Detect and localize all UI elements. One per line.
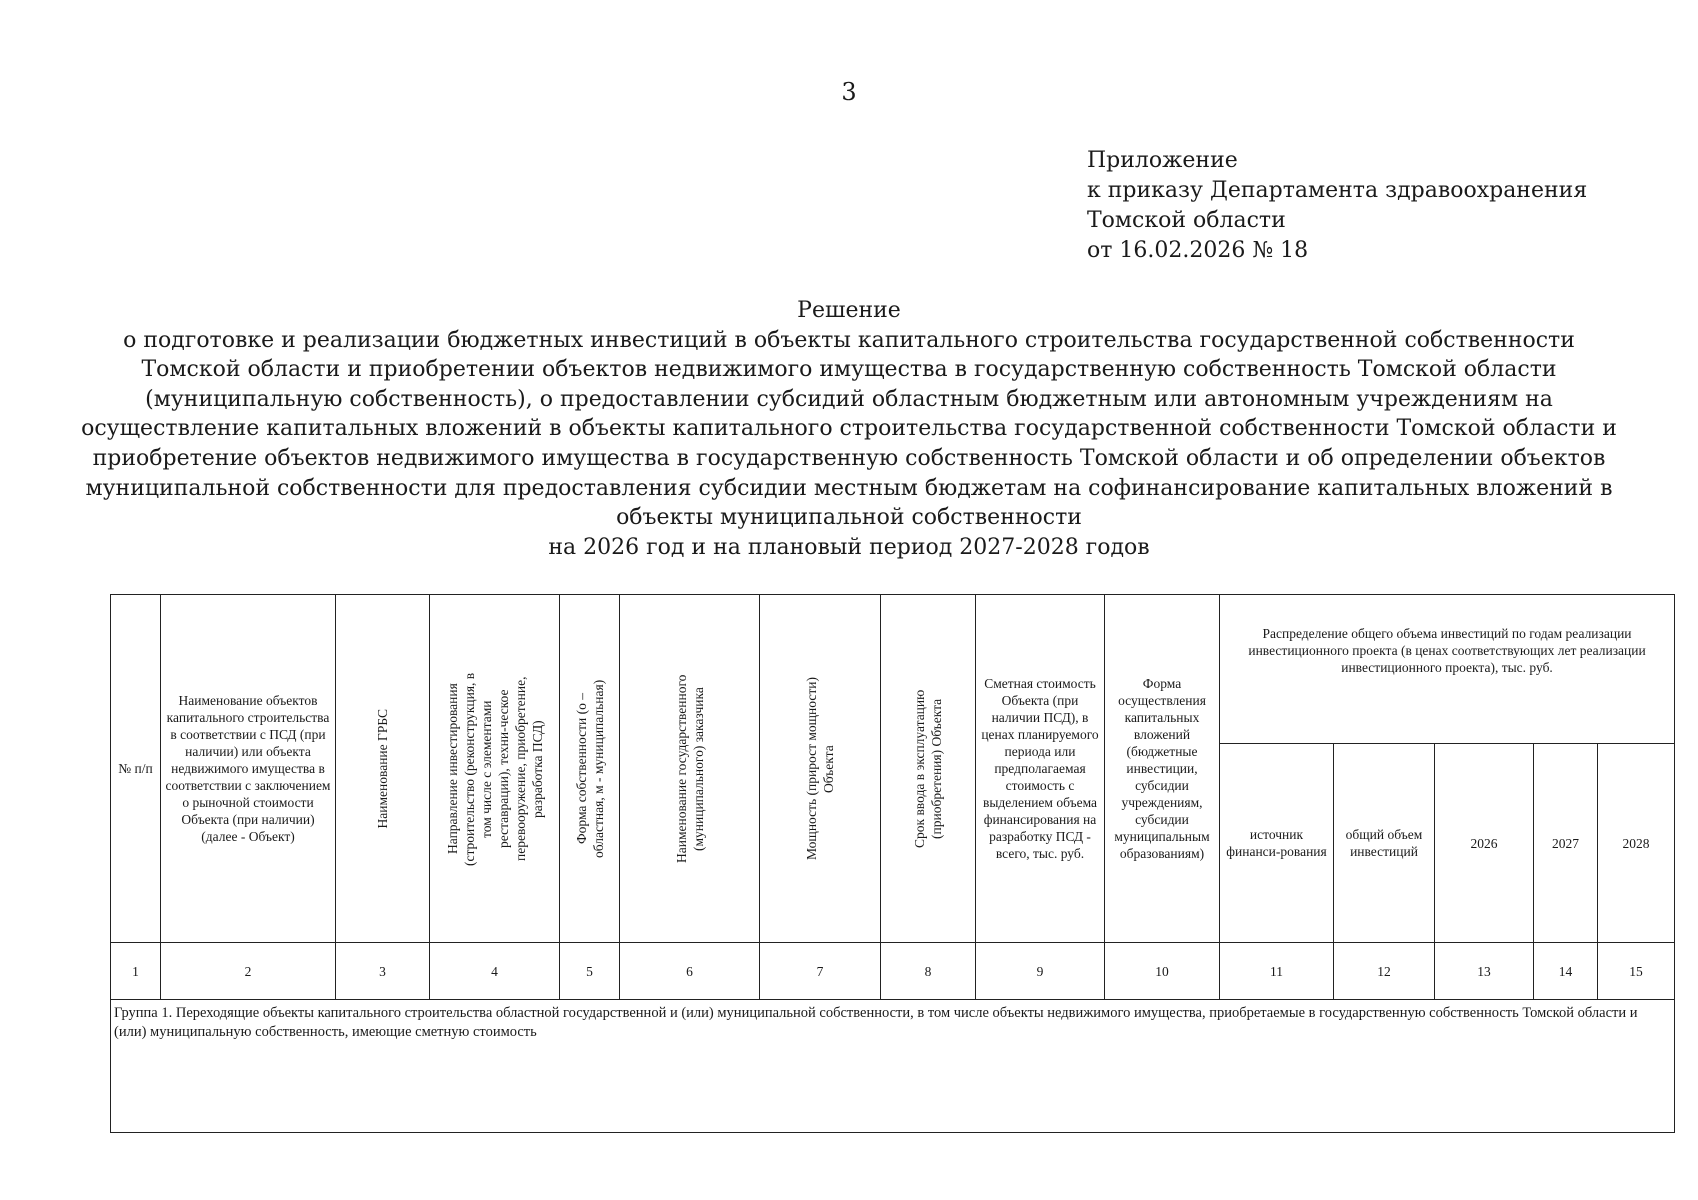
column-number: 11	[1220, 943, 1334, 1000]
column-number: 1	[111, 943, 161, 1000]
header-investment-direction-text: Направление инвестирования (строительство (реконструкция, в том числе с элементами реставрации), техни-ческое перевооружение, приобретение, разработка ПСД)	[444, 671, 545, 866]
appendix-date-line: от 16.02.2026 № 18	[1087, 238, 1309, 263]
header-capacity	[760, 595, 881, 943]
column-number: 3	[336, 943, 430, 1000]
column-number: 6	[620, 943, 760, 1000]
header-ownership-form-text: Форма собственности (о – областная, м - муниципальная)	[573, 679, 606, 858]
header-year-2028: 2028	[1598, 744, 1675, 943]
title-line: (муниципальную собственность), о предоставлении субсидий областным бюджетным или автономным учреждениям на	[145, 386, 1553, 412]
group-row	[111, 1000, 1675, 1133]
title-line: приобретение объектов недвижимого имущества в государственную собственность Томской области и об определении объектов	[92, 445, 1606, 471]
page-number: 3	[841, 78, 857, 106]
column-number: 13	[1435, 943, 1534, 1000]
header-object-name: Наименование объектов капитального строительства в соответствии с ПСД (при наличии) или объекта недвижимого имущества в соответствии с заключением о рыночной стоимости Объекта (при наличии) (далее - Объект)	[161, 595, 336, 943]
header-customer-text: Наименование государственного (муниципального) заказчика	[673, 674, 706, 863]
header-grbs	[336, 595, 430, 943]
column-number: 12	[1334, 943, 1435, 1000]
column-number: 14	[1534, 943, 1598, 1000]
column-number: 9	[976, 943, 1105, 1000]
column-number: 5	[560, 943, 620, 1000]
header-commissioning-date	[881, 595, 976, 943]
title-line: Томской области и приобретении объектов недвижимого имущества в государственную собственность Томской области	[141, 357, 1557, 383]
header-commissioning-date-text: Срок ввода в эксплуатацию (приобретения) Объекта	[912, 689, 944, 848]
header-estimated-cost: Сметная стоимость Объекта (при наличии ПСД), в ценах планируемого периода или предполагаемая стоимость с выделением объема финансирования на разработку ПСД - всего, тыс. руб.	[976, 595, 1105, 943]
appendix-block	[1087, 146, 1587, 266]
document-title	[60, 296, 1638, 562]
group-1-label: Группа 1. Переходящие объекты капитального строительства областной государственной и (или) муниципальной собственности, в том числе объекты недвижимого имущества, приобретаемые в государственную собственность Томской области и (или) муниципальную собственность, имеющие сметную стоимость	[111, 1000, 1675, 1133]
column-number: 8	[881, 943, 976, 1000]
column-number: 4	[430, 943, 560, 1000]
column-number-row	[111, 943, 1675, 1000]
header-capacity-text: Мощность (прирост мощности) Объекта	[804, 677, 836, 860]
header-investment-form: Форма осуществления капитальных вложений (бюджетные инвестиции, субсидии учреждениям, субсидии муниципальным образованиям)	[1105, 595, 1220, 943]
title-heading: Решение	[797, 298, 901, 323]
column-number: 7	[760, 943, 881, 1000]
header-distribution: Распределение общего объема инвестиций по годам реализации инвестиционного проекта (в ценах соответствующих лет реализации инвестиционного проекта), тыс. руб.	[1220, 595, 1675, 744]
header-grbs-text: Наименование ГРБС	[375, 708, 390, 829]
header-funding-source: источник финанси-рования	[1220, 744, 1334, 943]
column-number: 15	[1598, 943, 1675, 1000]
header-year-2027: 2027	[1534, 744, 1598, 943]
title-line: о подготовке и реализации бюджетных инвестиций в объекты капитального строительства государственной собственности	[123, 327, 1575, 353]
appendix-line: к приказу Департамента здравоохранения	[1087, 178, 1588, 203]
header-customer	[620, 595, 760, 943]
title-line: муниципальной собственности для предоставления субсидии местным бюджетам на софинансирование капитальных вложений в	[85, 475, 1613, 501]
header-number: № п/п	[111, 595, 161, 943]
title-line: объекты муниципальной собственности	[616, 505, 1082, 531]
appendix-line: Томской области	[1087, 208, 1286, 233]
header-investment-direction	[430, 595, 560, 943]
appendix-line: Приложение	[1087, 148, 1238, 173]
investment-table	[110, 594, 1675, 1133]
column-number: 10	[1105, 943, 1220, 1000]
header-total-investment: общий объем инвестиций	[1334, 744, 1435, 943]
header-year-2026: 2026	[1435, 744, 1534, 943]
title-period-line: на 2026 год и на плановый период 2027-2028 годов	[548, 534, 1150, 560]
title-line: осуществление капитальных вложений в объекты капитального строительства государственной собственности Томской области и	[81, 416, 1617, 442]
column-number: 2	[161, 943, 336, 1000]
header-ownership-form	[560, 595, 620, 943]
